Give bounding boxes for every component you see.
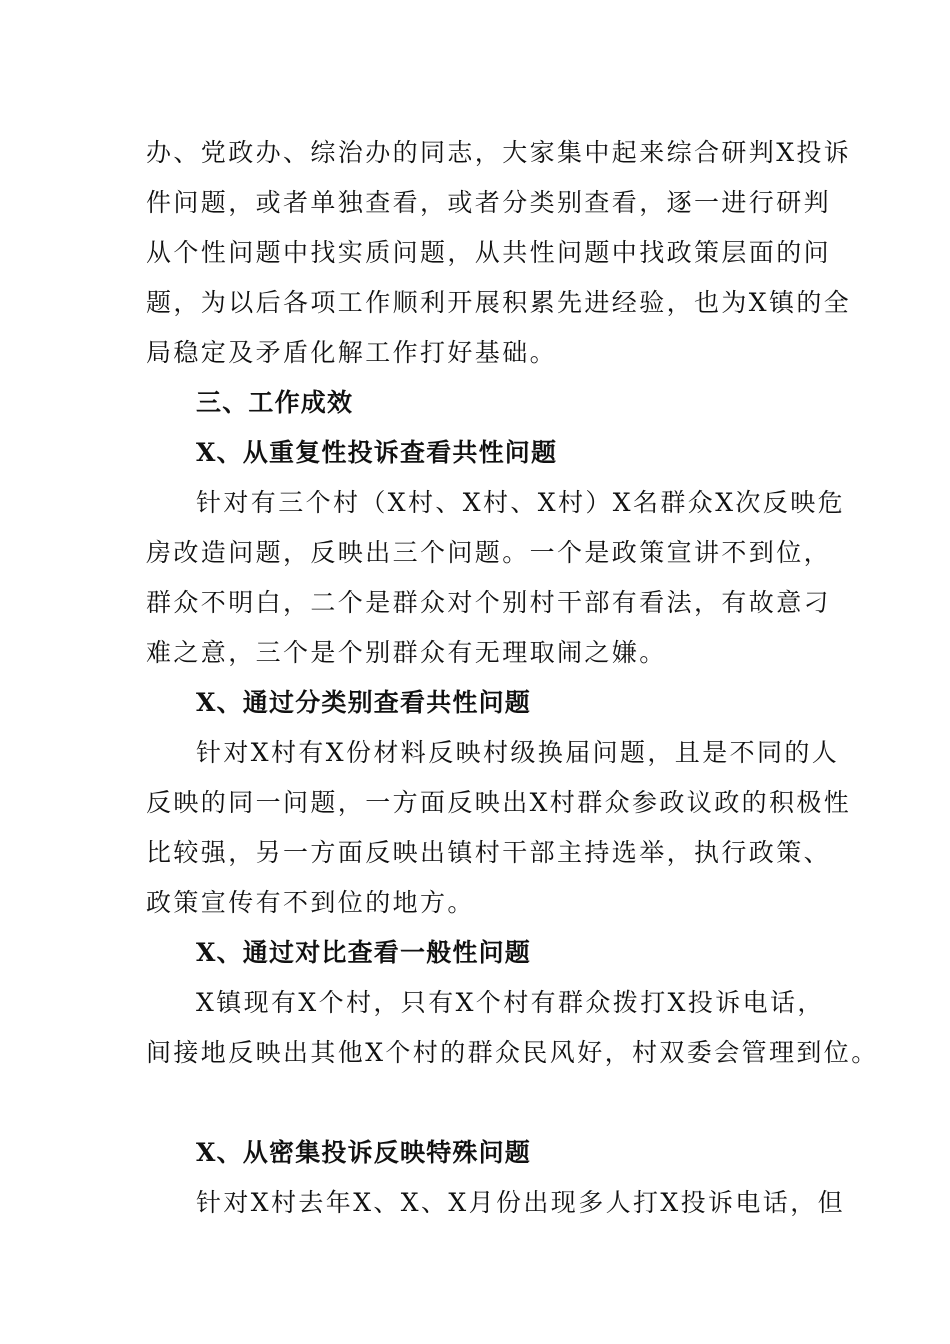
body-text-line: 从个性问题中找实质问题，从共性问题中找政策层面的问 xyxy=(146,238,832,267)
subsection-heading: X、通过分类别查看共性问题 xyxy=(196,688,531,717)
body-text-line: 局稳定及矛盾化解工作打好基础。 xyxy=(146,338,558,367)
body-text-line: 比较强，另一方面反映出镇村干部主持选举，执行政策、 xyxy=(146,838,832,867)
body-text-line: 反映的同一问题，一方面反映出X村群众参政议政的积极性 xyxy=(146,788,852,817)
body-text-line: 题，为以后各项工作顺利开展积累先进经验，也为X镇的全 xyxy=(146,288,852,317)
subsection-heading: X、从重复性投诉查看共性问题 xyxy=(196,438,558,467)
body-text-line: 间接地反映出其他X个村的群众民风好，村双委会管理到位。 xyxy=(146,1038,879,1067)
body-text-line: 群众不明白，二个是群众对个别村干部有看法，有故意刁 xyxy=(146,588,832,617)
body-text-line: 办、党政办、综治办的同志，大家集中起来综合研判X投诉 xyxy=(146,138,852,167)
body-text-line: 政策宣传有不到位的地方。 xyxy=(146,888,475,917)
paragraph-first-line: 针对X村有X份材料反映村级换届问题，且是不同的人 xyxy=(196,738,840,767)
body-text-line: 难之意，三个是个别群众有无理取闹之嫌。 xyxy=(146,638,667,667)
body-text-line: 房改造问题，反映出三个问题。一个是政策宣讲不到位， xyxy=(146,538,832,567)
paragraph-first-line: 针对X村去年X、X、X月份出现多人打X投诉电话，但 xyxy=(196,1188,845,1217)
subsection-heading: X、从密集投诉反映特殊问题 xyxy=(196,1138,531,1167)
paragraph-first-line: 针对有三个村（X村、X村、X村）X名群众X次反映危 xyxy=(196,488,845,517)
section-heading: 三、工作成效 xyxy=(196,388,354,417)
subsection-heading: X、通过对比查看一般性问题 xyxy=(196,938,531,967)
paragraph-first-line: X镇现有X个村，只有X个村有群众拨打X投诉电话， xyxy=(196,988,825,1017)
body-text-line: 件问题，或者单独查看，或者分类别查看，逐一进行研判 xyxy=(146,188,832,217)
